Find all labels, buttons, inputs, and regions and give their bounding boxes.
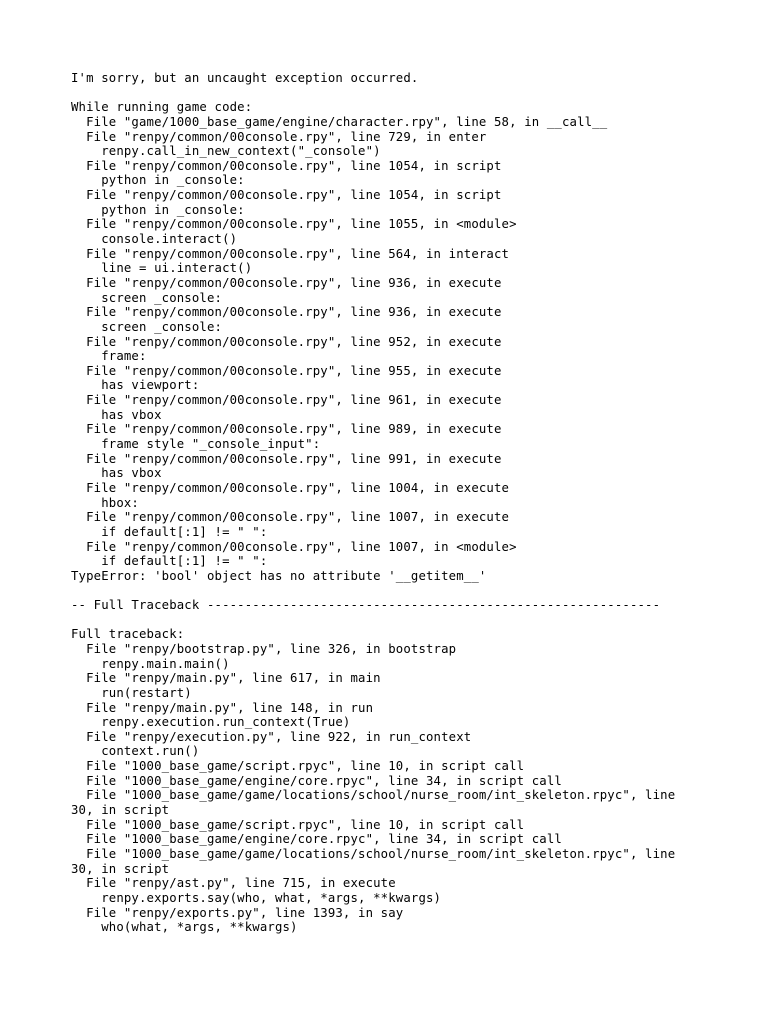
traceback-line: File "renpy/ast.py", line 715, in execute — [71, 876, 396, 891]
full-traceback-section — [71, 627, 751, 934]
traceback-line: 30, in script — [71, 803, 170, 818]
traceback-line: File "1000_base_game/game/locations/school/nurse_room/int_skeleton.rpyc", line — [71, 788, 676, 803]
traceback-line: renpy.call_in_new_context("_console") — [71, 144, 381, 159]
traceback-line: hbox: — [71, 495, 139, 510]
traceback-line: File "renpy/common/00console.rpy", line 564, in interact — [71, 246, 510, 261]
traceback-line: File "renpy/common/00console.rpy", line 989, in execute — [71, 422, 502, 437]
traceback-line: File "renpy/main.py", line 617, in main — [71, 671, 381, 686]
traceback-line: 30, in script — [71, 861, 170, 876]
traceback-document — [71, 71, 751, 935]
traceback-line: console.interact() — [71, 232, 238, 247]
traceback-line: renpy.exports.say(who, what, *args, **kwargs) — [71, 890, 442, 905]
traceback-line: frame style "_console_input": — [71, 437, 321, 452]
traceback-line: File "1000_base_game/engine/core.rpyc", line 34, in script call — [71, 773, 562, 788]
traceback-line: File "renpy/common/00console.rpy", line 936, in execute — [71, 305, 502, 320]
traceback-line: File "renpy/common/00console.rpy", line 955, in execute — [71, 363, 502, 378]
traceback-line: File "renpy/common/00console.rpy", line 952, in execute — [71, 334, 502, 349]
traceback-line: File "renpy/common/00console.rpy", line 991, in execute — [71, 451, 502, 466]
blank-line — [71, 613, 751, 628]
traceback-line: File "renpy/bootstrap.py", line 326, in bootstrap — [71, 641, 457, 656]
traceback-line: File "renpy/common/00console.rpy", line 961, in execute — [71, 393, 502, 408]
traceback-line: renpy.execution.run_context(True) — [71, 715, 351, 730]
traceback-line: python in _console: — [71, 202, 245, 217]
traceback-line: frame: — [71, 349, 147, 364]
traceback-line: if default[:1] != " ": — [71, 524, 268, 539]
exception-message-section — [71, 71, 751, 100]
traceback-line: File "renpy/execution.py", line 922, in run_context — [71, 729, 472, 744]
traceback-line: context.run() — [71, 744, 200, 759]
traceback-line: File "game/1000_base_game/engine/character.rpy", line 58, in __call__ — [71, 114, 608, 129]
traceback-line: screen _console: — [71, 319, 223, 334]
traceback-line: -- Full Traceback ------------------------------------------------------------ — [71, 598, 661, 613]
traceback-line: File "renpy/common/00console.rpy", line 1007, in <module> — [71, 539, 517, 554]
traceback-line: File "renpy/main.py", line 148, in run — [71, 700, 374, 715]
traceback-line: I'm sorry, but an uncaught exception occurred. — [71, 71, 419, 85]
short-traceback-section — [71, 100, 751, 598]
traceback-line: if default[:1] != " ": — [71, 554, 268, 569]
traceback-line: File "1000_base_game/game/locations/school/nurse_room/int_skeleton.rpyc", line — [71, 846, 676, 861]
traceback-line: File "1000_base_game/script.rpyc", line 10, in script call — [71, 817, 525, 832]
traceback-line: File "renpy/common/00console.rpy", line 936, in execute — [71, 275, 502, 290]
traceback-line: File "renpy/common/00console.rpy", line 1054, in script — [71, 158, 502, 173]
traceback-line: has vbox — [71, 466, 162, 481]
traceback-line: File "renpy/exports.py", line 1393, in say — [71, 905, 404, 920]
blank-line — [71, 583, 751, 598]
traceback-line: python in _console: — [71, 173, 245, 188]
traceback-line: While running game code: — [71, 100, 253, 115]
full-traceback-divider-section — [71, 598, 751, 627]
traceback-line: line = ui.interact() — [71, 261, 253, 276]
traceback-line: File "renpy/common/00console.rpy", line 729, in enter — [71, 129, 487, 144]
traceback-line: File "renpy/common/00console.rpy", line 1007, in execute — [71, 510, 510, 525]
blank-line — [71, 86, 751, 101]
traceback-line: screen _console: — [71, 290, 223, 305]
traceback-line: File "1000_base_game/engine/core.rpyc", line 34, in script call — [71, 832, 562, 847]
traceback-line: run(restart) — [71, 685, 192, 700]
traceback-line: has viewport: — [71, 378, 200, 393]
traceback-line: who(what, *args, **kwargs) — [71, 920, 298, 935]
traceback-line: File "renpy/common/00console.rpy", line 1055, in <module> — [71, 217, 517, 232]
traceback-line: renpy.main.main() — [71, 656, 230, 671]
traceback-line: Full traceback: — [71, 627, 185, 642]
traceback-line: File "1000_base_game/script.rpyc", line 10, in script call — [71, 759, 525, 774]
traceback-line: File "renpy/common/00console.rpy", line 1004, in execute — [71, 480, 510, 495]
traceback-line: TypeError: 'bool' object has no attribute '__getitem__' — [71, 568, 487, 583]
traceback-line: File "renpy/common/00console.rpy", line 1054, in script — [71, 188, 502, 203]
traceback-line: has vbox — [71, 407, 162, 422]
